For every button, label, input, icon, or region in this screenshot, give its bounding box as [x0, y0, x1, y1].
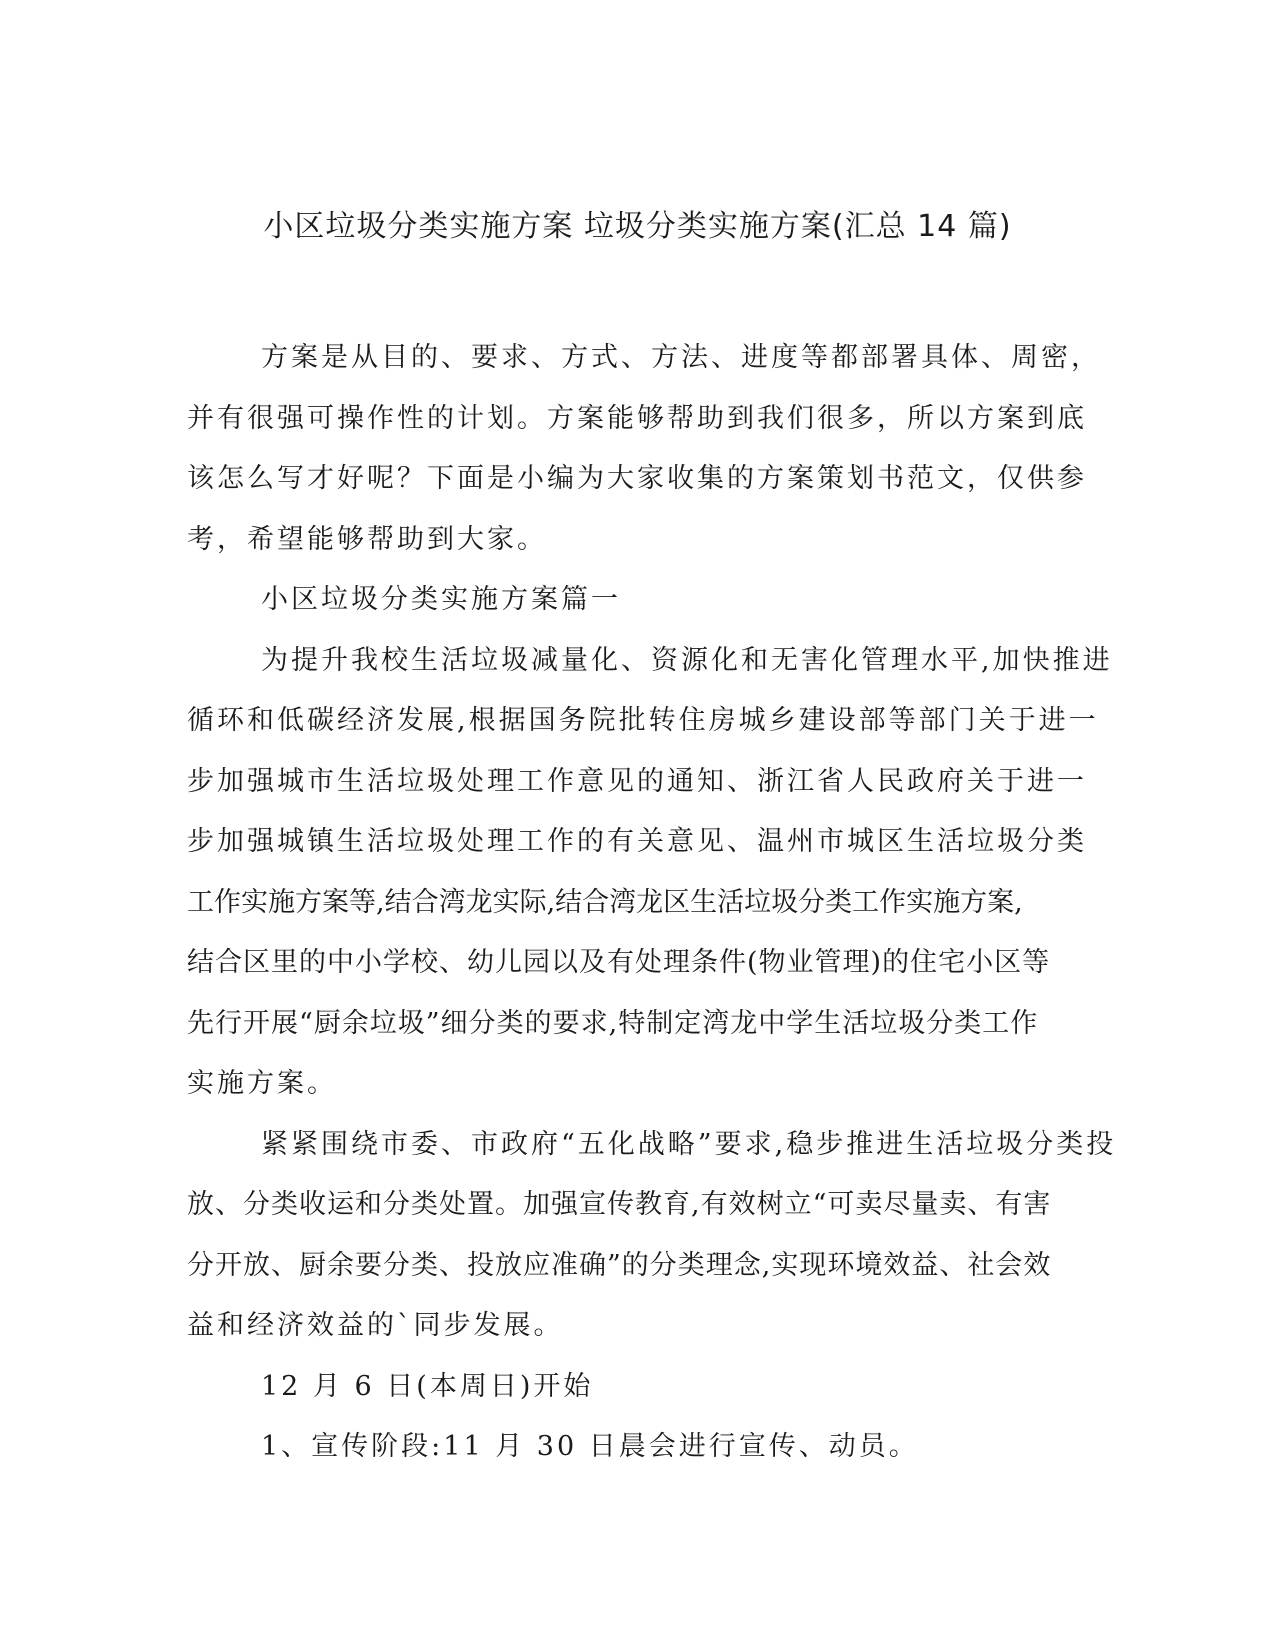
- intro-paragraph: [187, 328, 1101, 570]
- stage-line: 1、宣传阶段:11 月 30 日晨会进行宣传、动员。: [261, 1431, 919, 1462]
- document-body: [187, 328, 1117, 1478]
- paragraph-line: 工作实施方案等,结合湾龙实际,结合湾龙区生活垃圾分类工作实施方案,: [187, 886, 1023, 918]
- paragraph-goals: [187, 1115, 1117, 1357]
- paragraph-line: 步加强城镇生活垃圾处理工作的有关意见、温州市城区生活垃圾分类: [187, 826, 1087, 857]
- document-title: 小区垃圾分类实施方案 垃圾分类实施方案(汇总 14 篇): [263, 209, 1012, 244]
- paragraph-purpose: [187, 631, 1113, 1115]
- section-heading: 小区垃圾分类实施方案篇一: [261, 584, 621, 615]
- intro-line: 方案是从目的、要求、方式、方法、进度等都部署具体、周密，: [261, 342, 1101, 373]
- paragraph-line: 紧紧围绕市委、市政府“五化战略”要求,稳步推进生活垃圾分类投: [261, 1128, 1117, 1160]
- paragraph-line: 益和经济效益的`同步发展。: [187, 1310, 564, 1341]
- paragraph-line: 放、分类收运和分类处置。加强宣传教育,有效树立“可卖尽量卖、有害: [187, 1189, 1052, 1220]
- paragraph-line: 分开放、厨余要分类、投放应准确”的分类理念,实现环境效益、社会效: [187, 1249, 1052, 1281]
- paragraph-line: 实施方案。: [187, 1068, 337, 1099]
- paragraph-line: 步加强城市生活垃圾处理工作意见的通知、浙江省人民政府关于进一: [187, 765, 1087, 797]
- start-date-line: 12 月 6 日(本周日)开始: [261, 1370, 594, 1402]
- intro-line: 该怎么写才好呢？下面是小编为大家收集的方案策划书范文，仅供参: [187, 463, 1087, 494]
- intro-line: 并有很强可操作性的计划。方案能够帮助到我们很多，所以方案到底: [187, 402, 1087, 434]
- paragraph-line: 循环和低碳经济发展,根据国务院批转住房城乡建设部等部门关于进一: [187, 705, 1099, 736]
- paragraph-line: 结合区里的中小学校、幼儿园以及有处理条件(物业管理)的住宅小区等: [187, 947, 1051, 978]
- paragraph-line: 先行开展“厨余垃圾”细分类的要求,特制定湾龙中学生活垃圾分类工作: [187, 1007, 1039, 1039]
- paragraph-line: 为提升我校生活垃圾减量化、资源化和无害化管理水平,加快推进: [261, 644, 1113, 676]
- intro-line: 考，希望能够帮助到大家。: [187, 523, 547, 555]
